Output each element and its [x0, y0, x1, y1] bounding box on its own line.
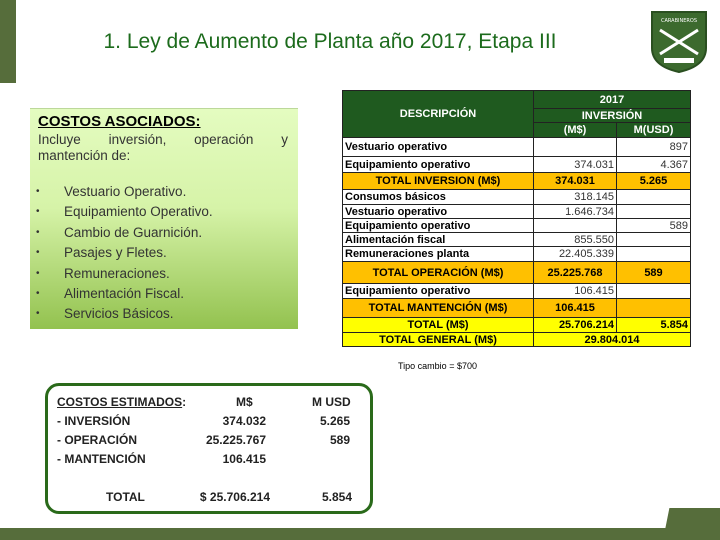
header-clp: (M$)	[534, 123, 617, 138]
row-clp: 25.706.214	[534, 318, 617, 333]
decorative-footer-bar	[0, 528, 720, 540]
row-clp: 374.031	[534, 173, 617, 190]
costos-estimados-box	[45, 383, 373, 514]
bullet-icon: •	[36, 186, 40, 197]
list-item	[30, 286, 298, 306]
row-usd: 589	[617, 262, 691, 284]
row-usd: 589	[617, 219, 691, 233]
header-year: 2017	[534, 91, 691, 109]
col-usd-header: M USD	[312, 395, 351, 409]
decorative-footer-tab	[665, 508, 720, 530]
row-description: Equipamiento operativo	[343, 284, 534, 299]
bullet-icon: •	[36, 206, 40, 218]
page-title: 1. Ley de Aumento de Planta año 2017, Etapa III	[103, 30, 557, 53]
table-row	[343, 205, 691, 219]
row-description: Equipamiento operativo	[343, 157, 534, 173]
item-label: Cambio de Guarnición.	[64, 224, 203, 240]
list-item	[30, 204, 298, 224]
row-clp: 22.405.339	[534, 247, 617, 262]
row-usd: 5.265	[319, 414, 350, 428]
exchange-rate-note: Tipo cambio = $700	[398, 361, 477, 371]
header-usd: M(USD)	[617, 123, 691, 138]
costos-asociados-panel	[30, 108, 298, 329]
total-label: TOTAL	[106, 490, 145, 504]
item-label: Remuneraciones.	[64, 265, 170, 281]
col-clp-header: M$	[236, 395, 253, 409]
cost-table	[342, 90, 691, 347]
bullet-icon: •	[36, 308, 40, 320]
table-row-total-general	[343, 333, 691, 347]
row-usd	[617, 247, 691, 262]
row-description: Vestuario operativo	[343, 205, 534, 219]
row-description: Consumos básicos	[343, 190, 534, 205]
row-usd: 5.265	[617, 173, 691, 190]
list-item	[30, 306, 298, 326]
row-clp: 1.646.734	[534, 205, 617, 219]
total-usd: 5.854	[321, 490, 352, 504]
item-label: Servicios Básicos.	[64, 306, 174, 322]
list-item	[30, 266, 298, 286]
header-descripcion: DESCRIPCIÓN	[343, 91, 534, 138]
estimados-heading: COSTOS ESTIMADOS:	[57, 395, 187, 409]
row-description: TOTAL OPERACIÓN (M$)	[343, 262, 534, 284]
carabineros-logo	[648, 8, 710, 74]
item-label: Pasajes y Fletes.	[64, 245, 167, 261]
row-usd	[617, 205, 691, 219]
table-row	[343, 262, 691, 284]
list-item	[30, 245, 298, 265]
bullet-icon: •	[36, 247, 40, 259]
row-usd	[617, 299, 691, 318]
assoc-list	[30, 184, 298, 327]
row-clp: 25.225.768	[534, 262, 617, 284]
row-usd	[617, 190, 691, 205]
svg-text:CARABINEROS: CARABINEROS	[661, 18, 697, 24]
list-item	[30, 225, 298, 245]
row-clp: 106.415	[222, 452, 266, 466]
row-usd: 897	[617, 138, 691, 157]
bullet-icon: •	[36, 226, 40, 238]
row-usd	[617, 233, 691, 247]
row-clp	[534, 219, 617, 233]
row-clp	[534, 138, 617, 157]
bullet-icon: •	[36, 267, 40, 279]
table-row	[343, 219, 691, 233]
row-label: - INVERSIÓN	[57, 414, 131, 428]
total-general-value: 29.804.014	[534, 333, 691, 347]
table-row	[343, 247, 691, 262]
row-label: - OPERACIÓN	[57, 433, 138, 447]
row-clp: 374.032	[222, 414, 266, 428]
header-inversion: INVERSIÓN	[534, 109, 691, 123]
row-clp: 25.225.767	[205, 433, 266, 447]
item-label: Vestuario Operativo.	[64, 184, 187, 199]
row-clp: 855.550	[534, 233, 617, 247]
item-label: Equipamiento Operativo.	[64, 204, 213, 220]
assoc-intro: Incluye inversión, operación y mantención de:	[38, 132, 288, 163]
row-description: Equipamiento operativo	[343, 219, 534, 233]
row-description: TOTAL MANTENCIÓN (M$)	[343, 299, 534, 318]
row-description: Alimentación fiscal	[343, 233, 534, 247]
table-row	[343, 138, 691, 157]
table-row	[343, 318, 691, 333]
table-row	[343, 284, 691, 299]
row-label: - MANTENCIÓN	[57, 452, 146, 466]
table-row	[343, 233, 691, 247]
row-description: Vestuario operativo	[343, 138, 534, 157]
row-clp: 106.415	[534, 299, 617, 318]
item-label: Alimentación Fiscal.	[64, 285, 185, 301]
row-usd: 589	[329, 433, 350, 447]
total-general-label: TOTAL GENERAL (M$)	[343, 333, 534, 347]
row-clp: 374.031	[534, 157, 617, 173]
row-clp: 106.415	[534, 284, 617, 299]
table-row	[343, 173, 691, 190]
assoc-heading: COSTOS ASOCIADOS:	[38, 113, 201, 130]
table-row	[343, 157, 691, 173]
row-clp: 318.145	[534, 190, 617, 205]
total-clp: $ 25.706.214	[199, 490, 270, 504]
row-usd: 4.367	[617, 157, 691, 173]
row-usd: 5.854	[617, 318, 691, 333]
row-description: Remuneraciones planta	[343, 247, 534, 262]
table-row	[343, 190, 691, 205]
table-row	[343, 299, 691, 318]
list-item	[30, 184, 298, 204]
bullet-icon: •	[36, 287, 40, 299]
row-usd	[617, 284, 691, 299]
row-description: TOTAL (M$)	[343, 318, 534, 333]
row-description: TOTAL INVERSION (M$)	[343, 173, 534, 190]
